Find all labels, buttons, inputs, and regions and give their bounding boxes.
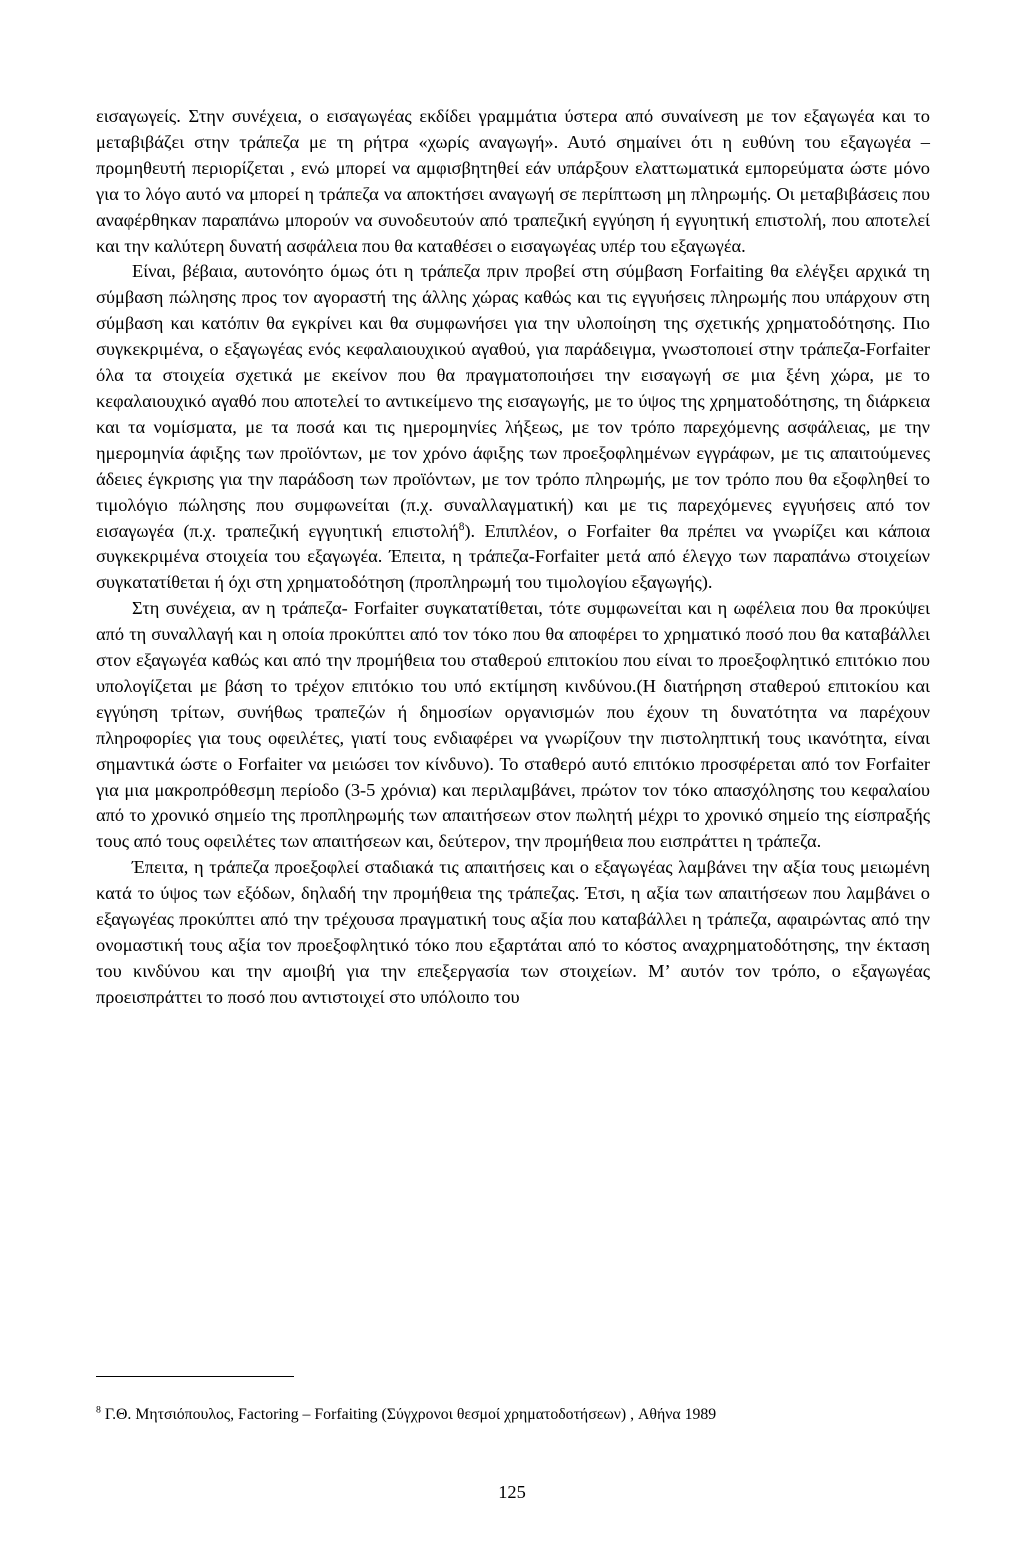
- paragraph-forfaiting-procedure-part-2: ). Επιπλέον, ο Forfaiter θα πρέπει να γνωρίζει και κάποια συγκεκριμένα στοιχεία του εξαγωγέα. Έπειτα, η τράπεζα-Forfaiter μετά από έλεγχο των παραπάνω στοιχείων συγκατατίθεται ή όχι στη χρηματοδότηση (προπληρωμή του τιμολογίου εξαγωγής).: [96, 520, 931, 593]
- page-number: 125: [498, 1482, 526, 1502]
- paragraph-forfaiting-procedure-part-1: Είναι, βέβαια, αυτονόητο όμως ότι η τράπεζα πριν προβεί στη σύμβαση Forfaiting θα ελέγξει αρχικά τη σύμβαση πώλησης προς τον αγοραστή της άλλης χώρας καθώς και τις εγγυήσεις πληρωμής που υπάρχουν στη σύμβαση και κατόπιν θα εγκρίνει και θα συμφωνήσει για την υλοποίηση της σχετικής χρηματοδότησης. Πιο συγκεκριμένα, ο εξαγωγέας ενός κεφαλαιουχικού αγαθού, για παράδειγμα, γνωστοποιεί στην τράπεζα-Forfaiter όλα τα στοιχεία σχετικά με εκείνον που θα πραγματοποιήσει την εισαγωγή σε μια ξένη χώρα, με το κεφαλαιουχικό αγαθό που αποτελεί το αντικείμενο της εισαγωγής, με το ύψος της χρηματοδότησης, τη διάρκεια και τα νομίσματα, με τα ποσά και τις ημερομηνίες λήξεως, με τον τρόπο παρεχόμενης ασφάλειας, με την ημερομηνία άφιξης των προϊόντων, με τον χρόνο άφιξης των προεξοφλημένων εγγράφων, με τις απαιτούμενες άδειες έγκρισης για την παράδοση των προϊόντων, με τον τρόπο πληρωμής, με τον τρόπο που θα εξοφληθεί το τιμολόγιο πώλησης που συμφωνείται (π.χ. συναλλαγματική) και με τις παρεχόμενες εγγυήσεις από τον εισαγωγέα (π.χ. τραπεζική εγγυητική επιστολή: [96, 261, 930, 541]
- paragraph-forfaiting-procedure: [96, 259, 930, 596]
- footnote-text: Γ.Θ. Μητσιόπουλος, Factoring – Forfaiting (Σύγχρονοι θεσμοί χρηματοδοτήσεων) , Αθήνα 1989: [100, 1406, 717, 1423]
- footnote-marker: 8: [96, 1404, 101, 1416]
- footnote-reference: 8: [458, 520, 465, 533]
- paragraph-fixed-rate: Στη συνέχεια, αν η τράπεζα- Forfaiter συγκατατίθεται, τότε συμφωνείται και η ωφέλεια που θα προκύψει από τη συναλλαγή και η οποία προκύπτει από τον τόκο που θα αποφέρει το χρηματικό ποσό που θα καταβάλλει στον εξαγωγέα καθώς και από την προμήθεια του σταθερού επιτοκίου που είναι το προεξοφλητικό επιτόκιο που υπολογίζεται με βάση το τρέχον επιτόκιο του υπό εκτίμηση κινδύνου.(Η διατήρηση σταθερού επιτοκίου και εγγύηση τρίτων, συνήθως τραπεζών ή δημοσίων οργανισμών που έχουν τη δυνατότητα να παρέχουν πληροφορίες για τους οφειλέτες, γιατί τους ενδιαφέρει να γνωρίζουν την πιστοληπτική τους ικανότητα, είναι σημαντικά ώστε ο Forfaiter να μειώσει τον κίνδυνο). Το σταθερό αυτό επιτόκιο προσφέρεται από τον Forfaiter για μια μακροπρόθεσμη περίοδο (3-5 χρόνια) και περιλαμβάνει, πρώτον τον τόκο απασχόλησης του κεφαλαίου από το χρονικό σημείο της προπληρωμής των απαιτήσεων στον πωλητή μέχρι το χρονικό σημείο της είσπραξής τους από τους οφειλέτες των απαιτήσεων και, δεύτερον, την προμήθεια που εισπράττει η τράπεζα.: [96, 598, 930, 852]
- document-body: [96, 104, 930, 1011]
- footnote: [96, 1404, 930, 1426]
- paragraph-continuation: εισαγωγείς. Στην συνέχεια, ο εισαγωγέας εκδίδει γραμμάτια ύστερα από συναίνεση με τον εξαγωγέα και το μεταβιβάζει στην τράπεζα με τη ρήτρα «χωρίς αναγωγή». Αυτό σημαίνει ότι η ευθύνη του εξαγωγέα – προμηθευτή περιορίζεται , ενώ μπορεί να αμφισβητηθεί εάν υπάρξουν ελαττωματικά εμπορεύματα ώστε μόνο για το λόγο αυτό να μπορεί η τράπεζα να αποκτήσει αναγωγή σε περίπτωση μη πληρωμής. Οι μεταβιβάσεις που αναφέρθηκαν παραπάνω μπορούν να συνοδευτούν από τραπεζική εγγύηση ή εγγυητική επιστολή, που αποτελεί και την καλύτερη δυνατή ασφάλεια που θα καταθέσει ο εισαγωγέας υπέρ του εξαγωγέα.: [96, 106, 930, 256]
- footnote-separator: [96, 1376, 294, 1377]
- paragraph-discounting: Έπειτα, η τράπεζα προεξοφλεί σταδιακά τις απαιτήσεις και ο εξαγωγέας λαμβάνει την αξία τους μειωμένη κατά το ύψος των εξόδων, δηλαδή την προμήθεια της τράπεζας. Έτσι, η αξία των απαιτήσεων που λαμβάνει ο εξαγωγέας προκύπτει από την τρέχουσα πραγματική τους αξία που καταβάλλει η τράπεζα, αφαιρώντας από την ονομαστική τους αξία τον προεξοφλητικό τόκο που εξαρτάται από το κόστος αναχρηματοδότησης, την έκταση του κινδύνου και την αμοιβή για την επεξεργασία των στοιχείων. Μ’ αυτόν τον τρόπο, ο εξαγωγέας προεισπράττει το ποσό που αντιστοιχεί στο υπόλοιπο του: [96, 857, 930, 1007]
